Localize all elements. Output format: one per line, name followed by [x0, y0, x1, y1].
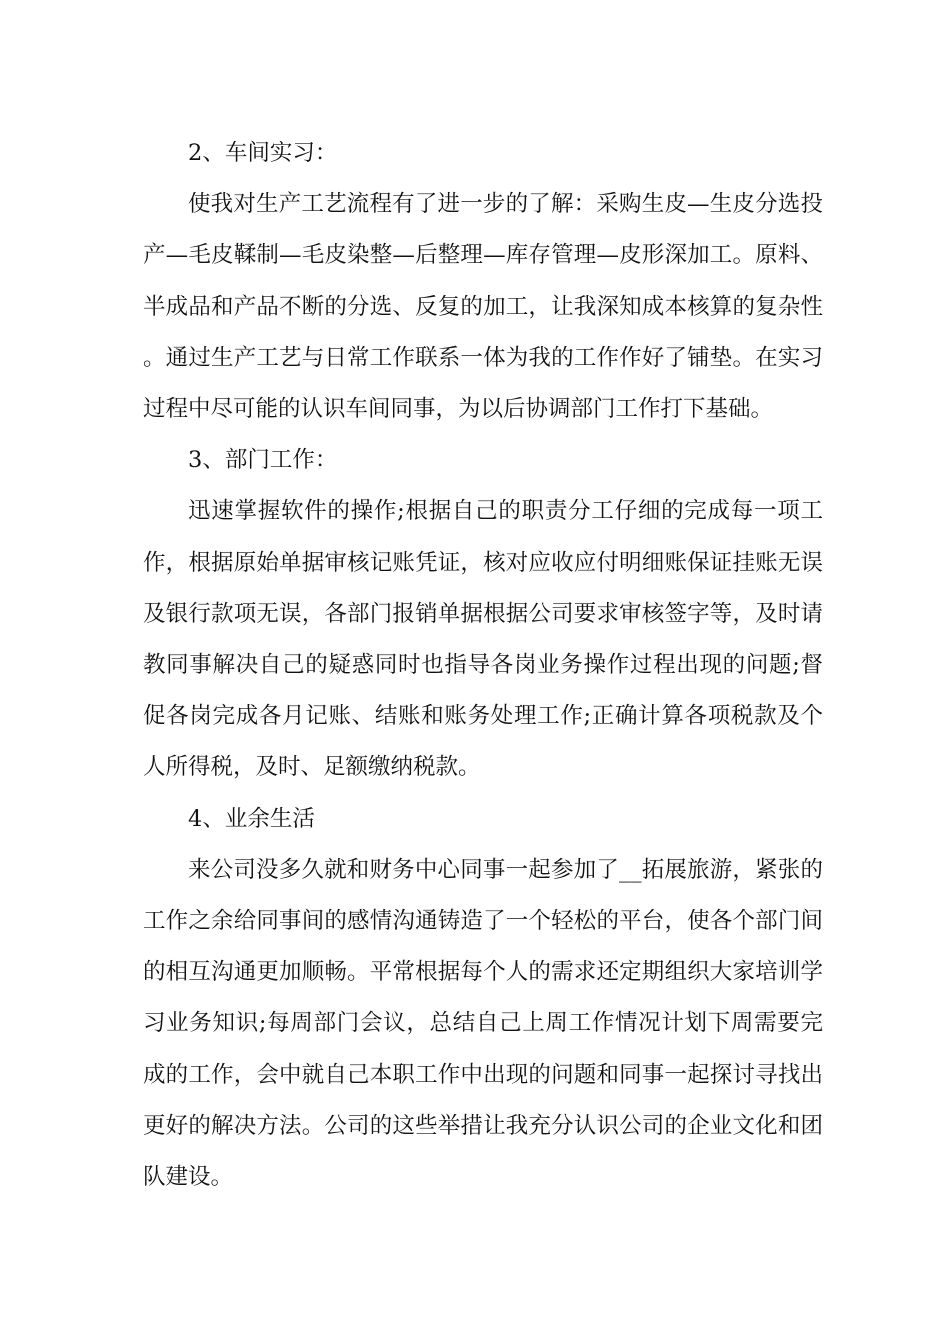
section-heading-workshop: 2、车间实习：	[188, 140, 338, 166]
section-heading-department: 3、部门工作：	[188, 447, 338, 474]
section-body-department: 迅速掌握软件的操作;根据自己的职责分工仔细的完成每一项工作，根据原始单据审核记账凭证，核对应收应付明细账保证挂账无误及银行款项无误，各部门报销单据根据公司要求审核签字等，及时请教同事解决自己的疑惑同时也指导各岗业务操作过程出现的问题;督促各岗完成各月记账、结账和账务处理工作;正确计算各项税款及个人所得税，及时、足额缴纳税款。	[143, 498, 823, 781]
section-body-workshop: 使我对生产工艺流程有了进一步的了解：采购生皮—生皮分选投产—毛皮鞣制—毛皮染整—后整理—库存管理—皮形深加工。原料、半成品和产品不断的分选、反复的加工，让我深知成本核算的复杂性。通过生产工艺与日常工作联系一体为我的工作作好了铺垫。在实习过程中尽可能的认识车间同事，为以后协调部门工作打下基础。	[143, 191, 823, 423]
document-body	[143, 128, 823, 1203]
section-heading-leisure: 4、业余生活	[188, 805, 315, 832]
section-body-leisure: 来公司没多久就和财务中心同事一起参加了__拓展旅游，紧张的工作之余给同事间的感情沟通铸造了一个轻松的平台，使各个部门间的相互沟通更加顺畅。平常根据每个人的需求还定期组织大家培训学习业务知识;每周部门会议，总结自己上周工作情况计划下周需要完成的工作，会中就自己本职工作中出现的问题和同事一起探讨寻找出更好的解决方法。公司的这些举措让我充分认识公司的企业文化和团队建设。	[143, 856, 823, 1191]
